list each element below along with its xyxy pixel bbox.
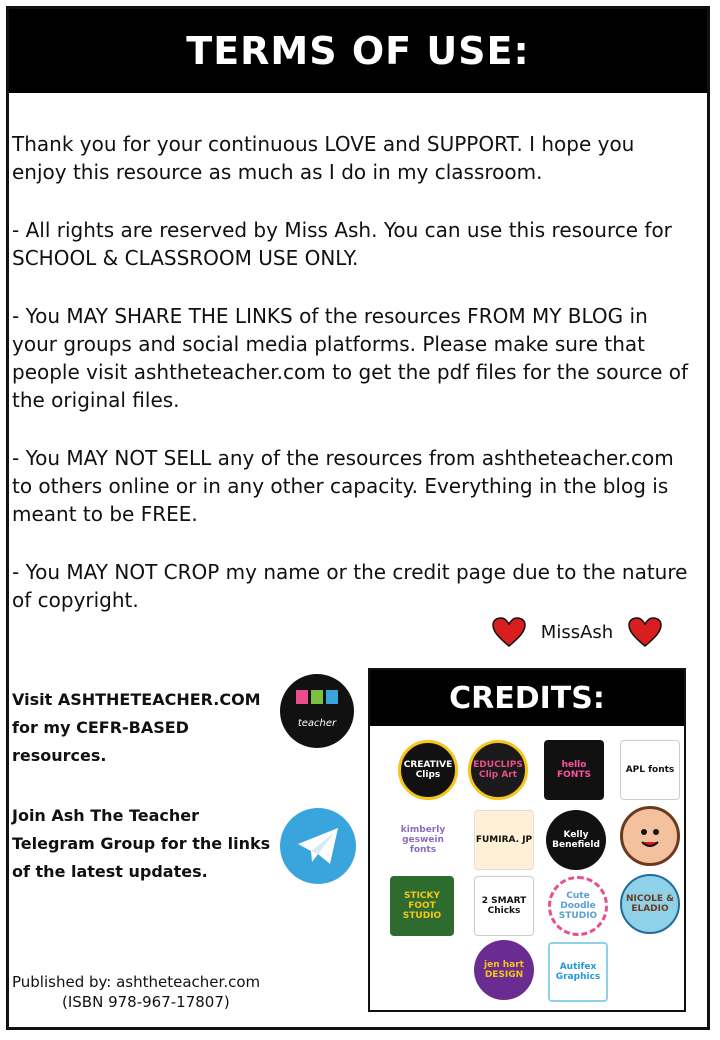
credits-panel <box>368 668 686 1012</box>
telegram-icon[interactable] <box>280 808 356 884</box>
fumira-logo: FUMIRA. JP <box>474 810 534 870</box>
kelly-benefield-logo: Kelly Benefield <box>546 810 606 870</box>
ash-the-teacher-logo[interactable] <box>280 674 354 748</box>
terms-paragraph: - All rights are reserved by Miss Ash. You can use this resource for SCHOOL & CLASSROOM USE ONLY. <box>12 218 672 270</box>
terms-paragraph: - You MAY NOT CROP my name or the credit page due to the nature of copyright. <box>12 560 688 612</box>
hello-fonts-logo: hello FONTS <box>544 740 604 800</box>
publisher-info <box>12 972 260 1012</box>
terms-body <box>12 130 694 644</box>
paper-plane-icon <box>296 826 340 866</box>
heart-icon <box>492 617 526 647</box>
cute-doodle-logo: Cute Doodle STUDIO <box>548 876 608 936</box>
signature <box>492 612 662 652</box>
terms-paragraph: Thank you for your continuous LOVE and SUPPORT. I hope you enjoy this resource as much as I do in my classroom. <box>12 132 635 184</box>
svg-text:teacher: teacher <box>297 718 337 729</box>
ash-logo-icon <box>280 674 354 748</box>
credits-logo-grid <box>370 726 684 1012</box>
credits-title: CREDITS: <box>370 670 684 726</box>
girl-face-icon <box>630 816 670 856</box>
autifex-logo: Autifex Graphics <box>548 942 608 1002</box>
publisher-text: Published by: ashtheteacher.com <box>12 973 261 991</box>
jen-hart-logo: jen hart DESIGN <box>474 940 534 1000</box>
apl-fonts-logo: APL fonts <box>620 740 680 800</box>
educlips-logo: EDUCLIPS Clip Art <box>468 740 528 800</box>
kg-fonts-logo: kimberly geswein fonts <box>390 810 456 870</box>
signature-name: MissAsh <box>540 621 614 643</box>
smart-chicks-logo: 2 SMART Chicks <box>474 876 534 936</box>
visit-website-text: Visit ASHTHETEACHER.COM for my CEFR-BASED resources. <box>12 690 261 765</box>
heart-icon <box>628 617 662 647</box>
girl-face-logo <box>620 806 680 866</box>
nicole-eladio-logo: NICOLE & ELADIO <box>620 874 680 934</box>
join-telegram-text: Join Ash The Teacher Telegram Group for the links of the latest updates. <box>12 806 271 881</box>
creative-clips-logo: CREATIVE Clips <box>398 740 458 800</box>
terms-paragraph: - You MAY SHARE THE LINKS of the resources FROM MY BLOG in your groups and social media platforms. Please make sure that people visit ashtheteacher.com to get the pdf files for the source of the original files. <box>12 304 689 412</box>
isbn-text: (ISBN 978-967-17807) <box>62 993 230 1011</box>
sticky-foot-logo: STICKY FOOT STUDIO <box>390 876 454 936</box>
page-title-bar <box>9 9 707 93</box>
page-title: TERMS OF USE: <box>186 29 530 73</box>
terms-paragraph: - You MAY NOT SELL any of the resources from ashtheteacher.com to others online or in any other capacity. Everything in the blog is meant to be FREE. <box>12 446 674 526</box>
